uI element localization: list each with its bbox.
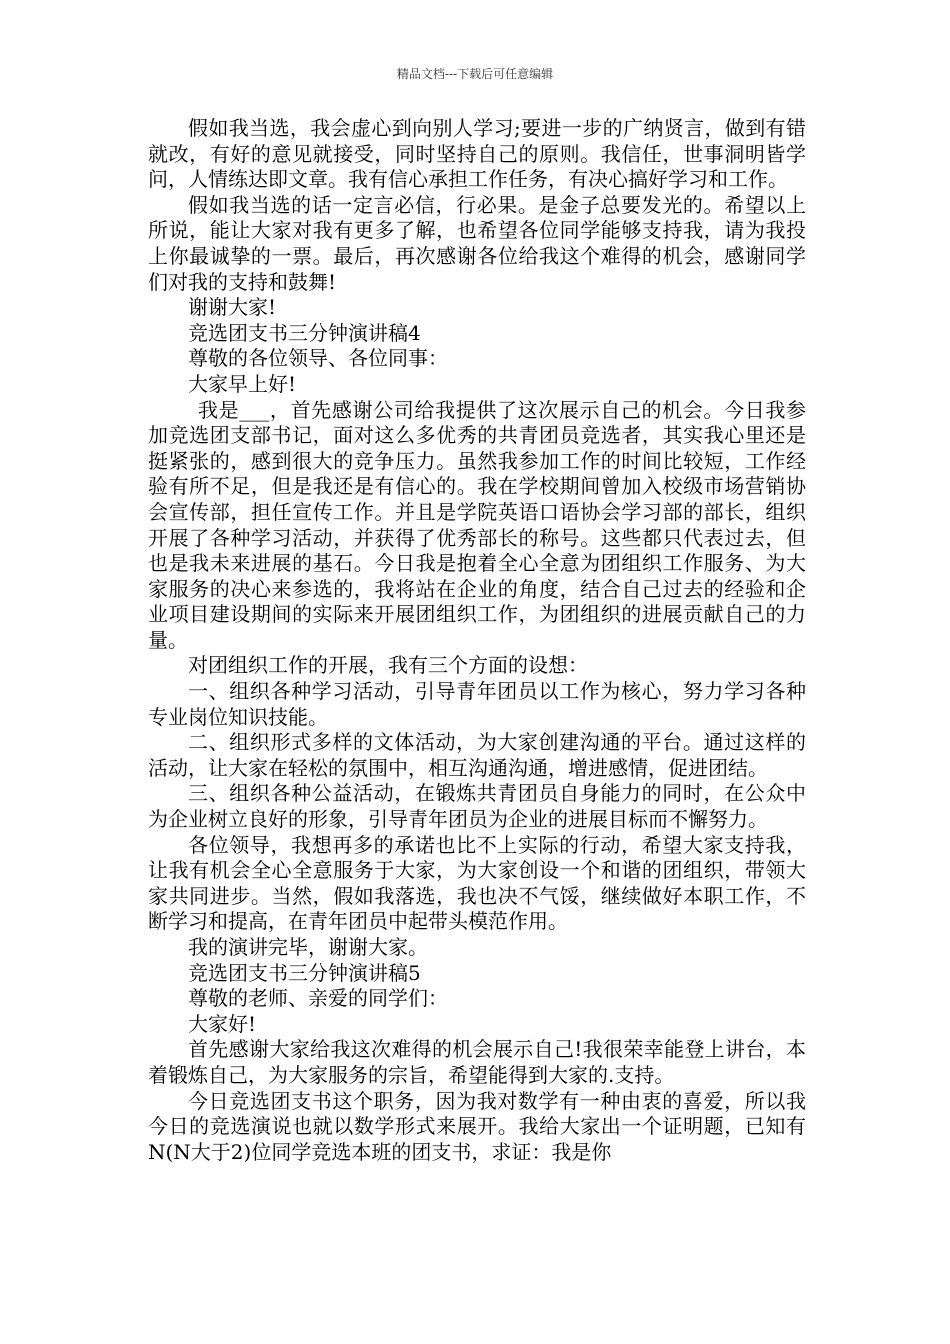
- paragraph: 我是___，首先感谢公司给我提供了这次展示自己的机会。今日我参加竞选团支部书记，面对这么多优秀的共青团员竞选者，其实我心里还是挺紧张的，感到很大的竞争压力。虽然我参加工作的时间比较短，工作经验有所不足，但是我还是有信心的。我在学校期间曾加入校级市场营销协会宣传部，担任宣传工作。并且是学院英语口语协会学习部的部长，组织开展了各种学习活动，并获得了优秀部长的称号。这些都只代表过去，但也是我未来进展的基石。今日我是抱着全心全意为团组织工作服务、为大家服务的决心来参选的，我将站在企业的角度，结合自己过去的经验和企业项目建设期间的实际来开展团组织工作，为团组织的进展贡献自己的力量。: [148, 397, 806, 652]
- greeting: 大家早上好!: [188, 371, 297, 396]
- closing-thanks: 谢谢大家!: [188, 295, 277, 320]
- paragraph: 各位领导，我想再多的承诺也比不上实际的行动，希望大家支持我，让我有机会全心全意服务于大家，为大家创设一个和谐的团组织，带领大家共同进步。当然，假如我落选，我也决不气馁，继续做好本职工作，不断学习和提高，在青年团员中起带头模范作用。: [148, 832, 806, 934]
- paragraph: 二、组织形式多样的文体活动，为大家创建沟通的平台。通过这样的活动，让大家在轻松的氛围中，相互沟通沟通，增进感情，促进团结。: [148, 730, 806, 780]
- paragraph: 对团组织工作的开展，我有三个方面的设想：: [188, 653, 588, 678]
- greeting: 大家好!: [188, 1011, 257, 1036]
- page-header: 精品文档---下载后可任意编辑: [396, 67, 554, 81]
- document-body: [148, 116, 806, 1165]
- paragraph: 今日竞选团支书这个职务，因为我对数学有一种由衷的喜爱，所以我今日的竞选演说也就以数学形式来展开。我给大家出一个证明题，已知有N(N大于2)位同学竞选本班的团支书，求证：我是你: [148, 1088, 806, 1164]
- section-title: 竞选团支书三分钟演讲稿5: [188, 960, 421, 985]
- paragraph: 假如我当选的话一定言必信，行必果。是金子总要发光的。希望以上所说，能让大家对我有更多了解，也希望各位同学能够支持我，请为我投上你最诚挚的一票。最后，再次感谢各位给我这个难得的机会，感谢同学们对我的支持和鼓舞!: [148, 192, 806, 294]
- paragraph: 首先感谢大家给我这次难得的机会展示自己!我很荣幸能登上讲台，本着锻炼自己，为大家服务的宗旨，希望能得到大家的.支持。: [148, 1037, 806, 1087]
- closing-thanks: 我的演讲完毕，谢谢大家。: [188, 935, 428, 959]
- salutation: 尊敬的各位领导、各位同事：: [188, 346, 448, 371]
- paragraph: 一、组织各种学习活动，引导青年团员以工作为核心，努力学习各种专业岗位知识技能。: [148, 679, 806, 729]
- paragraph: 三、组织各种公益活动，在锻炼共青团员自身能力的同时，在公众中为企业树立良好的形象，引导青年团员为企业的进展目标而不懈努力。: [148, 781, 806, 832]
- salutation: 尊敬的老师、亲爱的同学们：: [188, 986, 448, 1011]
- paragraph: 假如我当选，我会虚心到向别人学习;要进一步的广纳贤言，做到有错就改，有好的意见就接受，同时坚持自己的原则。我信任，世事洞明皆学问，人情练达即文章。我有信心承担工作任务，有决心搞好学习和工作。: [148, 116, 806, 192]
- section-title: 竞选团支书三分钟演讲稿4: [188, 320, 421, 345]
